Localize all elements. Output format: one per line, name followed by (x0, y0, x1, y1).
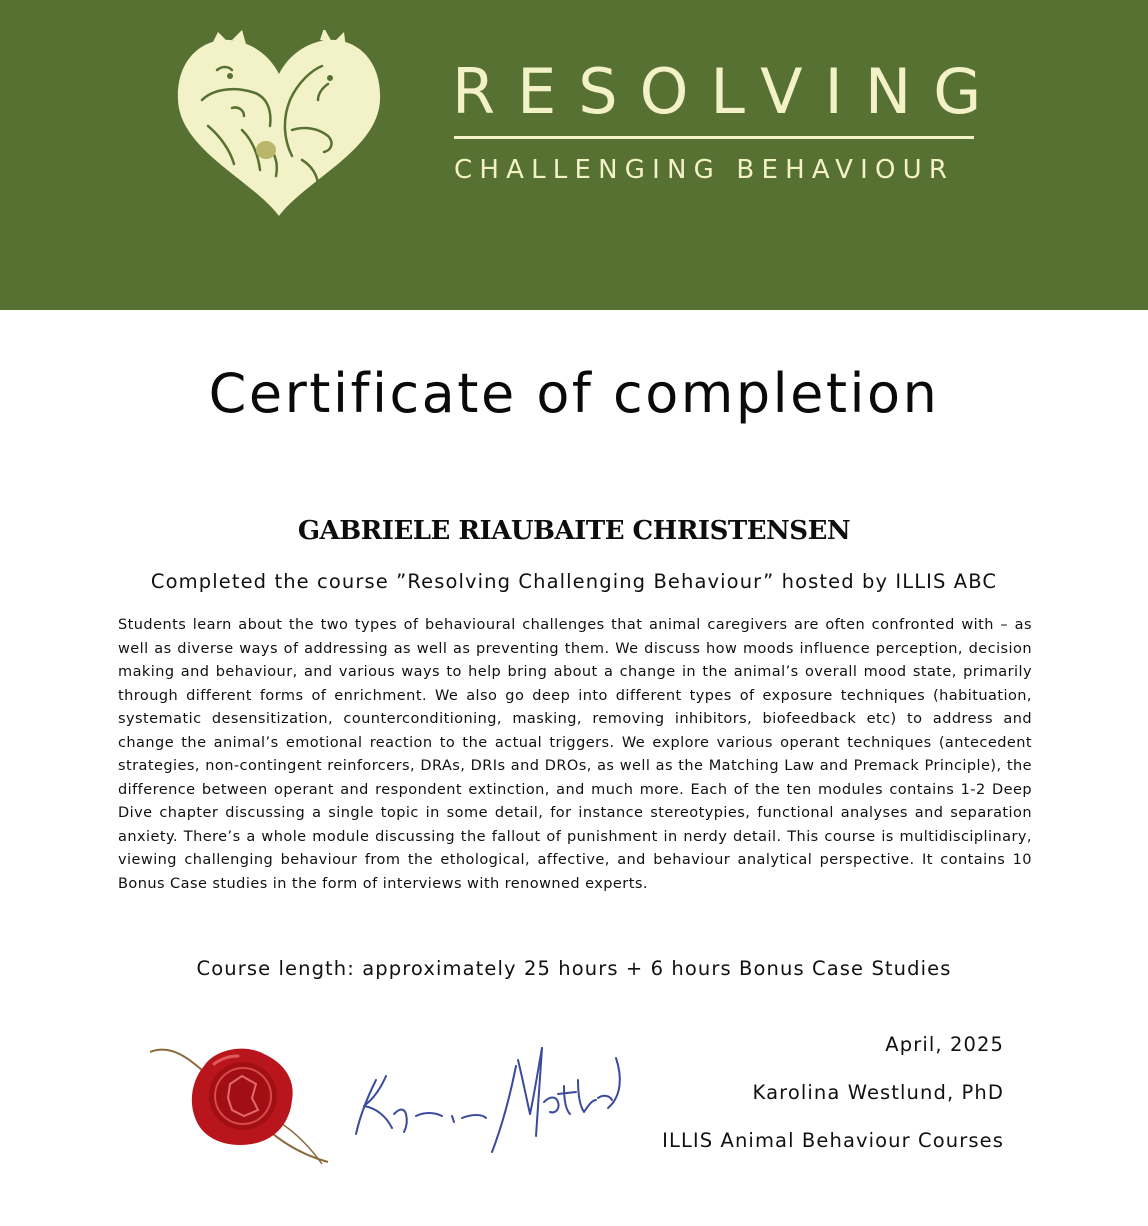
certificate-title: Certificate of completion (208, 362, 940, 425)
heart-animals-logo-icon (172, 30, 386, 220)
header-banner (0, 0, 1148, 310)
signature-block (584, 1028, 1004, 1172)
brand-divider (454, 136, 974, 139)
completion-statement: Completed the course ”Resolving Challenging Behaviour” hosted by ILLIS ABC (150, 570, 998, 593)
issuing-organization: ILLIS Animal Behaviour Courses (662, 1129, 1004, 1152)
course-description: Students learn about the two types of behavioural challenges that animal caregivers are often confronted with – as well as diverse ways of addressing as well as preventing them. We discuss how moods influence perception, decision making and behaviour, and various ways to help bring about a change in the animal’s overall mood state, primarily through different forms of enrichment. We also go deep into different types of exposure techniques (habituation, systematic desensitization, counterconditioning, masking, removing inhibitors, biofeedback etc) to address and change the animal’s emotional reaction to the actual triggers. We explore various operant techniques (antecedent strategies, non-contingent reinforcers, DRAs, DRIs and DROs, as well as the Matching Law and Premack Principle), the difference between operant and respondent extinction, and much more. Each of the ten modules contains 1-2 Deep Dive chapter discussing a single topic in some detail, for instance stereotypies, functional analyses and separation anxiety. There’s a whole module discussing the fallout of punishment in nerdy detail. This course is multidisciplinary, viewing challenging behaviour from the ethological, affective, and behaviour analytical perspective. It contains 10 Bonus Case studies in the form of interviews with renowned experts. (118, 617, 1032, 892)
brand-title: RESOLVING (452, 55, 1004, 128)
wax-seal-icon (146, 1036, 332, 1166)
brand-subtitle: CHALLENGING BEHAVIOUR (454, 155, 955, 185)
certificate-date: April, 2025 (885, 1033, 1004, 1056)
recipient-name: GABRIELE RIAUBAITE CHRISTENSEN (297, 516, 851, 546)
course-length: Course length: approximately 25 hours + 6 hours Bonus Case Studies (196, 957, 952, 980)
signer-name: Karolina Westlund, PhD (752, 1081, 1004, 1104)
